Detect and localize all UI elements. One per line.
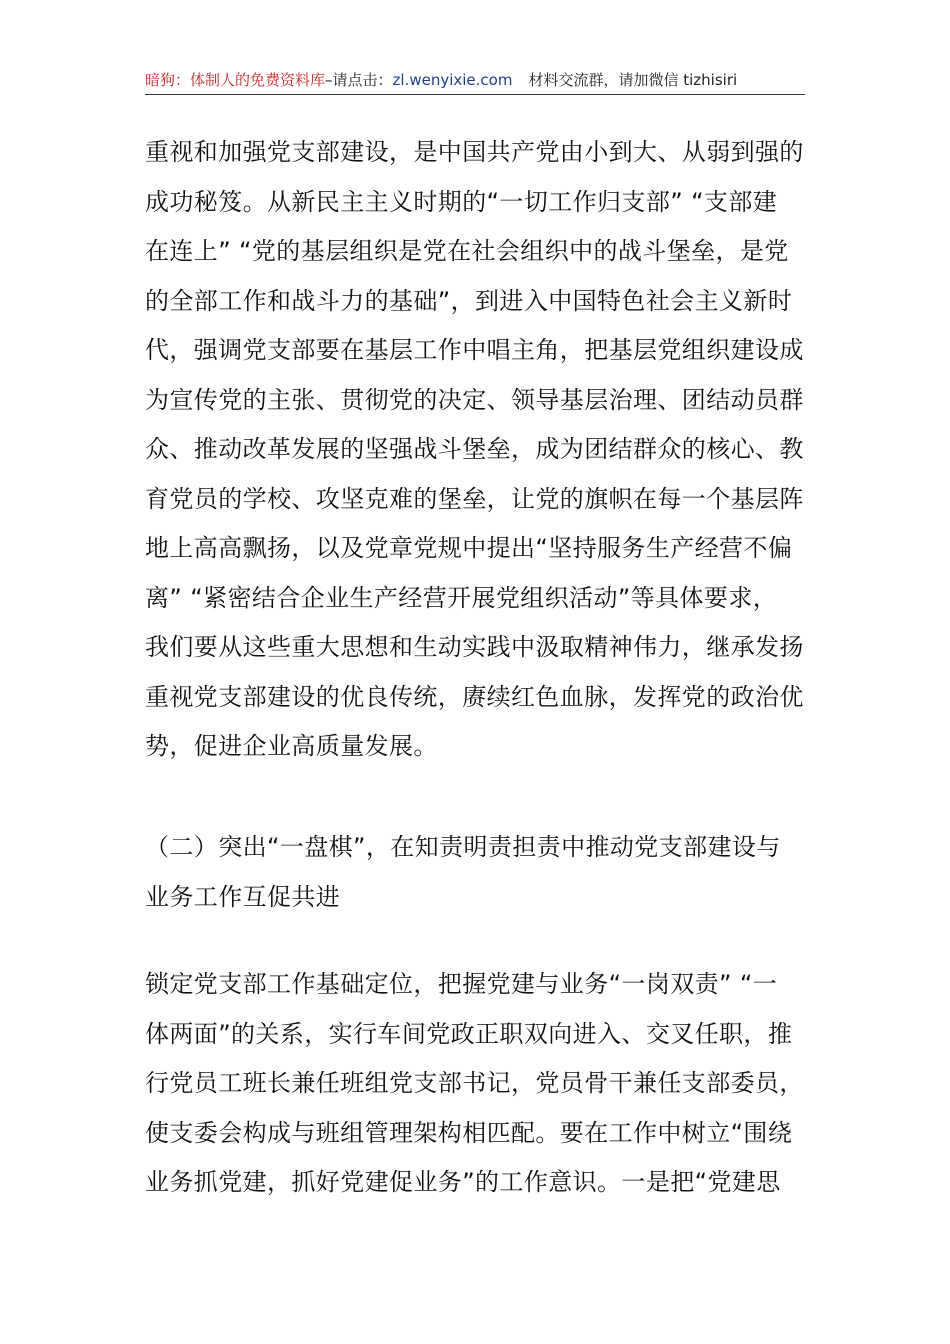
body-paragraph-2 — [145, 960, 807, 1208]
paragraph-line: 体两面”的关系，实行车间党政正职双向进入、交叉任职，推 — [145, 1019, 793, 1048]
paragraph-line: 为宣传党的主张、贯彻党的决定、领导基层治理、团结动员群 — [145, 385, 804, 414]
paragraph-line: 在连上” “党的基层组织是党在社会组织中的战斗堡垒，是党 — [145, 237, 789, 265]
paragraph-line: 重视党支部建设的优良传统，赓续红色血脉，发挥党的政治优 — [145, 682, 804, 711]
paragraph-line: 重视和加强党支部建设，是中国共产党由小到大、从弱到强的 — [145, 138, 804, 166]
header-click-prefix: –请点击： — [325, 71, 393, 89]
header-brand: 暗狗：体制人的免费资料库 — [145, 71, 326, 89]
page-header — [145, 66, 805, 95]
paragraph-line: 的全部工作和战斗力的基础”，到进入中国特色社会主义新时 — [145, 286, 793, 315]
body-paragraph-1 — [145, 128, 807, 772]
paragraph-line: 锁定党支部工作基础定位，把握党建与业务“一岗双责” “一 — [145, 970, 778, 998]
heading-line: （二）突出“一盘棋”，在知责明责担责中推动党支部建设与 — [145, 833, 781, 861]
paragraph-line: 育党员的学校、攻坚克难的堡垒，让党的旗帜在每一个基层阵 — [145, 484, 804, 513]
paragraph-line: 代，强调党支部要在基层工作中唱主角，把基层党组织建设成 — [145, 336, 804, 364]
heading-line: 业务工作互促共进 — [145, 882, 341, 911]
paragraph-line: 行党员工班长兼任班组党支部书记，党员骨干兼任支部委员， — [145, 1069, 804, 1097]
paragraph-line: 成功秘笈。从新民主主义时期的“一切工作归支部” “支部建 — [145, 187, 778, 216]
paragraph-line: 地上高高飘扬，以及党章党规中提出“坚持服务生产经营不偏 — [145, 534, 793, 562]
paragraph-line: 离” “紧密结合企业生产经营开展党组织活动”等具体要求， — [145, 583, 778, 612]
paragraph-line: 使支委会构成与班组管理架构相匹配。要在工作中树立“围绕 — [145, 1118, 793, 1147]
paragraph-line: 我们要从这些重大思想和生动实践中汲取精神伟力，继承发扬 — [145, 633, 804, 661]
paragraph-line: 业务抓党建，抓好党建促业务”的工作意识。一是把“党建思 — [145, 1168, 781, 1196]
header-group-text: 材料交流群，请加微信 tizhisiri — [528, 71, 738, 89]
section-heading — [145, 823, 807, 922]
header-url-link[interactable]: zl.wenyixie.com — [392, 71, 513, 89]
paragraph-line: 势，促进企业高质量发展。 — [145, 732, 438, 760]
paragraph-line: 众、推动改革发展的坚强战斗堡垒，成为团结群众的核心、教 — [145, 435, 804, 463]
